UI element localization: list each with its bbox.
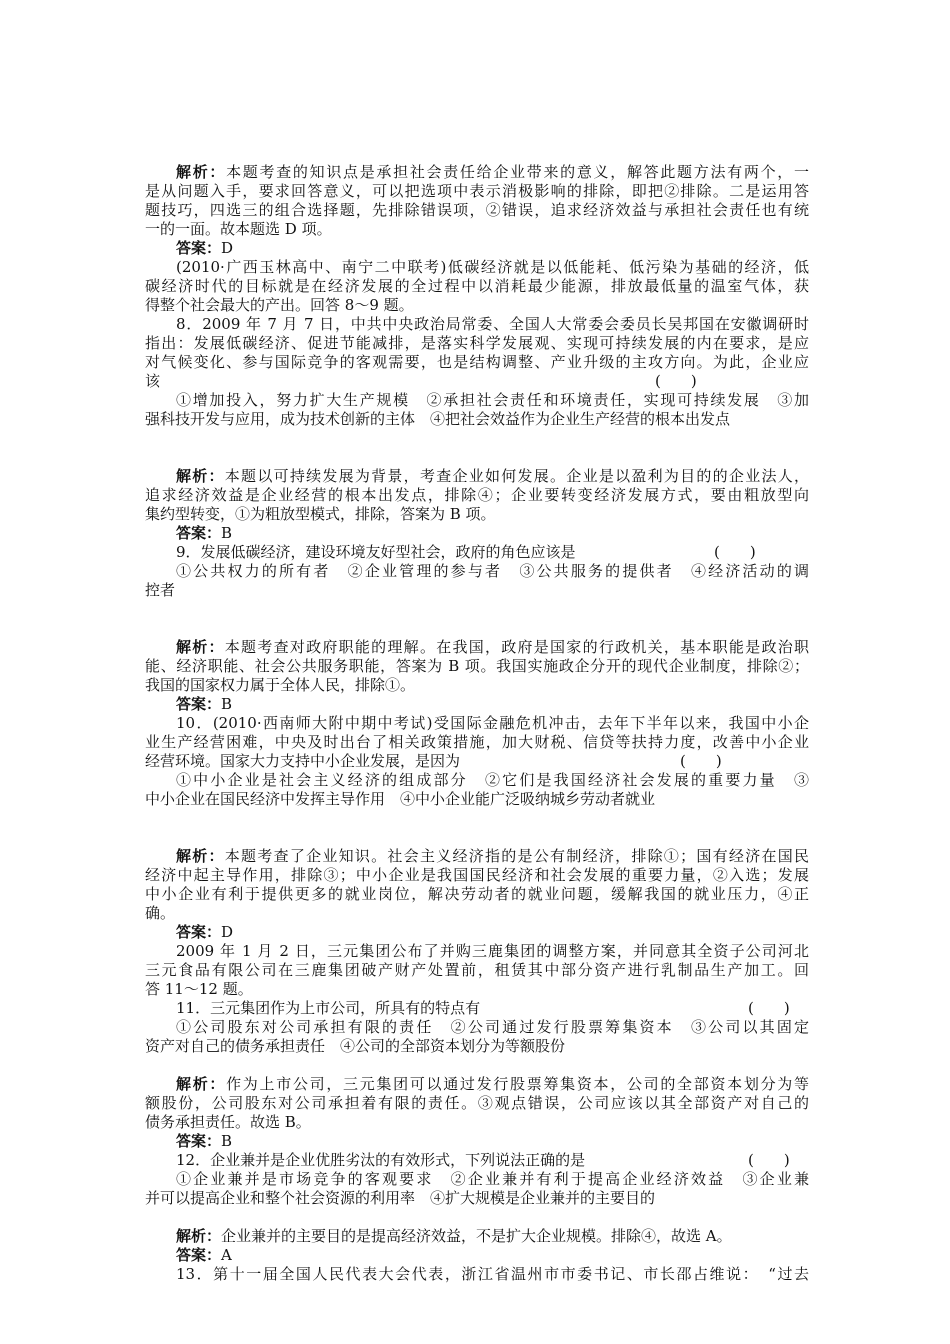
answer-label: 答案： xyxy=(176,1246,222,1264)
answer-line xyxy=(176,1132,809,1151)
text: 作为上市公司，三元集团可以通过发行股票筹集资本，公司的全部资本划分为等 xyxy=(226,1075,809,1093)
answer-blank: ( ) xyxy=(655,372,697,390)
analysis-line xyxy=(176,1075,809,1094)
text-line: 一的一面。故本题选 D 项。 xyxy=(145,220,332,238)
answer-label: 答案： xyxy=(176,524,222,542)
text-line: 对气候变化、参与国际竞争的客观需要，也是结构调整、产业升级的主攻方向。为此，企业应 xyxy=(145,353,809,371)
answer-line xyxy=(176,923,809,942)
statements-line: ①中小企业是社会主义经济的组成部分 ②它们是我国经济社会发展的重要力量 ③ xyxy=(176,771,809,789)
answer-line xyxy=(176,695,809,714)
text-line: 追求经济效益是企业经营的根本出发点，排除④；企业要转变经济发展方式，要由粗放型向 xyxy=(145,486,809,504)
text-line: 我国的国家权力属于全体人民，排除①。 xyxy=(145,676,416,694)
text-line: 经济中起主导作用，排除③；中小企业是我国国民经济和社会发展的重要力量，②入选；发展 xyxy=(145,866,809,884)
question-13: 13．第十一届全国人民代表大会代表，浙江省温州市市委书记、市长邵占维说： “过去 xyxy=(176,1265,809,1283)
analysis-label: 解析： xyxy=(176,847,225,865)
statements-line: ①增加投入，努力扩大生产规模 ②承担社会责任和环境责任，实现可持续发展 ③加 xyxy=(176,391,809,409)
text-line: 指出：发展低碳经济、促进节能减排，是落实科学发展观、实现可持续发展的内在要求，是应 xyxy=(145,334,809,352)
question-11 xyxy=(176,999,809,1018)
text-line: (2010·广西玉林高中、南宁二中联考)低碳经济就是以低能耗、低污染为基础的经济，低 xyxy=(176,258,809,276)
analysis-line xyxy=(176,1227,809,1246)
text-line: 中小企业有利于提供更多的就业岗位，解决劳动者的就业问题，缓解我国的就业压力，④正 xyxy=(145,885,809,903)
text-line: 答 11～12 题。 xyxy=(145,980,253,998)
text-line xyxy=(145,752,809,771)
analysis-line xyxy=(176,638,809,657)
answer-line xyxy=(176,1246,809,1265)
text-line: 碳经济时代的目标就是在经济发展的全过程中以消耗最少能源，排放最低量的温室气体，获 xyxy=(145,277,809,295)
statements-line: ①企业兼并是市场竞争的客观要求 ②企业兼并有利于提高企业经济效益 ③企业兼 xyxy=(176,1170,809,1188)
question-8: 8．2009 年 7 月 7 日，中共中央政治局常委、全国人大常委会委员长吴邦国在安徽调研时 xyxy=(176,315,809,333)
analysis-line xyxy=(176,467,809,486)
statements-line: 控者 xyxy=(145,581,176,599)
answer-value: D xyxy=(221,923,234,941)
analysis-label: 解析： xyxy=(176,163,227,181)
question-9 xyxy=(176,543,809,562)
text: 本题以可持续发展为背景，考查企业如何发展。企业是以盈利为目的的企业法人， xyxy=(224,467,809,485)
text: 12．企业兼并是企业优胜劣汰的有效形式，下列说法正确的是 xyxy=(176,1151,586,1169)
text-line: 是从问题入手，要求回答意义，可以把选项中表示消极影响的排除，即把②排除。二是运用答 xyxy=(145,182,809,200)
text-line: 确。 xyxy=(145,904,176,922)
statements-line: 资产对自己的债务承担责任 ④公司的全部资本划分为等额股份 xyxy=(145,1037,566,1055)
statements-line: ①公共权力的所有者 ②企业管理的参与者 ③公共服务的提供者 ④经济活动的调 xyxy=(176,562,809,580)
text: 企业兼并的主要目的是提高经济效益，不是扩大企业规模。排除④，故选 A。 xyxy=(221,1227,732,1245)
question-10: 10．(2010·西南师大附中期中考试)受国际金融危机冲击，去年下半年以来，我国中小企 xyxy=(176,714,809,732)
answer-value: A xyxy=(221,1246,232,1264)
text-line: 能、经济职能、社会公共服务职能，答案为 B 项。我国实施政企分开的现代企业制度，排除②； xyxy=(145,657,809,675)
answer-label: 答案： xyxy=(176,695,222,713)
analysis-line xyxy=(176,847,809,866)
answer-value: D xyxy=(221,239,234,257)
answer-label: 答案： xyxy=(176,1132,222,1150)
statements-line: ①公司股东对公司承担有限的责任 ②公司通过发行股票筹集资本 ③公司以其固定 xyxy=(176,1018,809,1036)
text: 本题考查对政府职能的理解。在我国，政府是国家的行政机关，基本职能是政治职 xyxy=(224,638,809,656)
text-line: 得整个社会最大的产出。回答 8～9 题。 xyxy=(145,296,414,314)
text-line xyxy=(145,372,809,391)
answer-label: 答案： xyxy=(176,923,222,941)
analysis-label: 解析： xyxy=(176,1075,227,1093)
text: 11．三元集团作为上市公司，所具有的特点有 xyxy=(176,999,481,1017)
text: 经营环境。国家大力支持中小企业发展，是因为 xyxy=(145,752,461,770)
text: 本题考查的知识点是承担社会责任给企业带来的意义，解答此题方法有两个，一 xyxy=(226,163,809,181)
text-line: 额股份，公司股东对公司承担着有限的责任。③观点错误，公司应该以其全部资产对自己的 xyxy=(145,1094,809,1112)
text-line: 三元食品有限公司在三鹿集团破产财产处置前，租赁其中部分资产进行乳制品生产加工。回 xyxy=(145,961,809,979)
answer-value: B xyxy=(221,695,233,713)
text: 本题考查了企业知识。社会主义经济指的是公有制经济，排除①；国有经济在国民 xyxy=(224,847,809,865)
text-line: 债务承担责任。故选 B。 xyxy=(145,1113,311,1131)
answer-value: B xyxy=(221,1132,233,1150)
statements-line: 强科技开发与应用，成为技术创新的主体 ④把社会效益作为企业生产经营的根本出发点 xyxy=(145,410,731,428)
text: 该 xyxy=(145,372,161,390)
analysis-label: 解析： xyxy=(176,1227,222,1245)
answer-line xyxy=(176,524,809,543)
text-line: 题技巧，四选三的组合选择题，先排除错误项，②错误，追求经济效益与承担社会责任也有统 xyxy=(145,201,809,219)
answer-blank: ( ) xyxy=(748,1151,790,1169)
statements-line: 并可以提高企业和整个社会资源的利用率 ④扩大规模是企业兼并的主要目的 xyxy=(145,1189,656,1207)
answer-label: 答案： xyxy=(176,239,222,257)
answer-blank: ( ) xyxy=(748,999,790,1017)
text-line: 2009 年 1 月 2 日，三元集团公布了并购三鹿集团的调整方案，并同意其全资子公司河北 xyxy=(176,942,809,960)
question-12 xyxy=(176,1151,809,1170)
analysis-label: 解析： xyxy=(176,638,225,656)
analysis-line xyxy=(176,163,809,182)
answer-line xyxy=(176,239,809,258)
text: 9．发展低碳经济，建设环境友好型社会，政府的角色应该是 xyxy=(176,543,576,561)
analysis-label: 解析： xyxy=(176,467,225,485)
text-line: 集约型转变，①为粗放型模式，排除，答案为 B 项。 xyxy=(145,505,496,523)
answer-blank: ( ) xyxy=(714,543,756,561)
text-line: 业生产经营困难，中央及时出台了相关政策措施，加大财税、信贷等扶持力度，改善中小企业 xyxy=(145,733,809,751)
statements-line: 中小企业在国民经济中发挥主导作用 ④中小企业能广泛吸纳城乡劳动者就业 xyxy=(145,790,656,808)
answer-blank: ( ) xyxy=(680,752,722,770)
answer-value: B xyxy=(221,524,233,542)
